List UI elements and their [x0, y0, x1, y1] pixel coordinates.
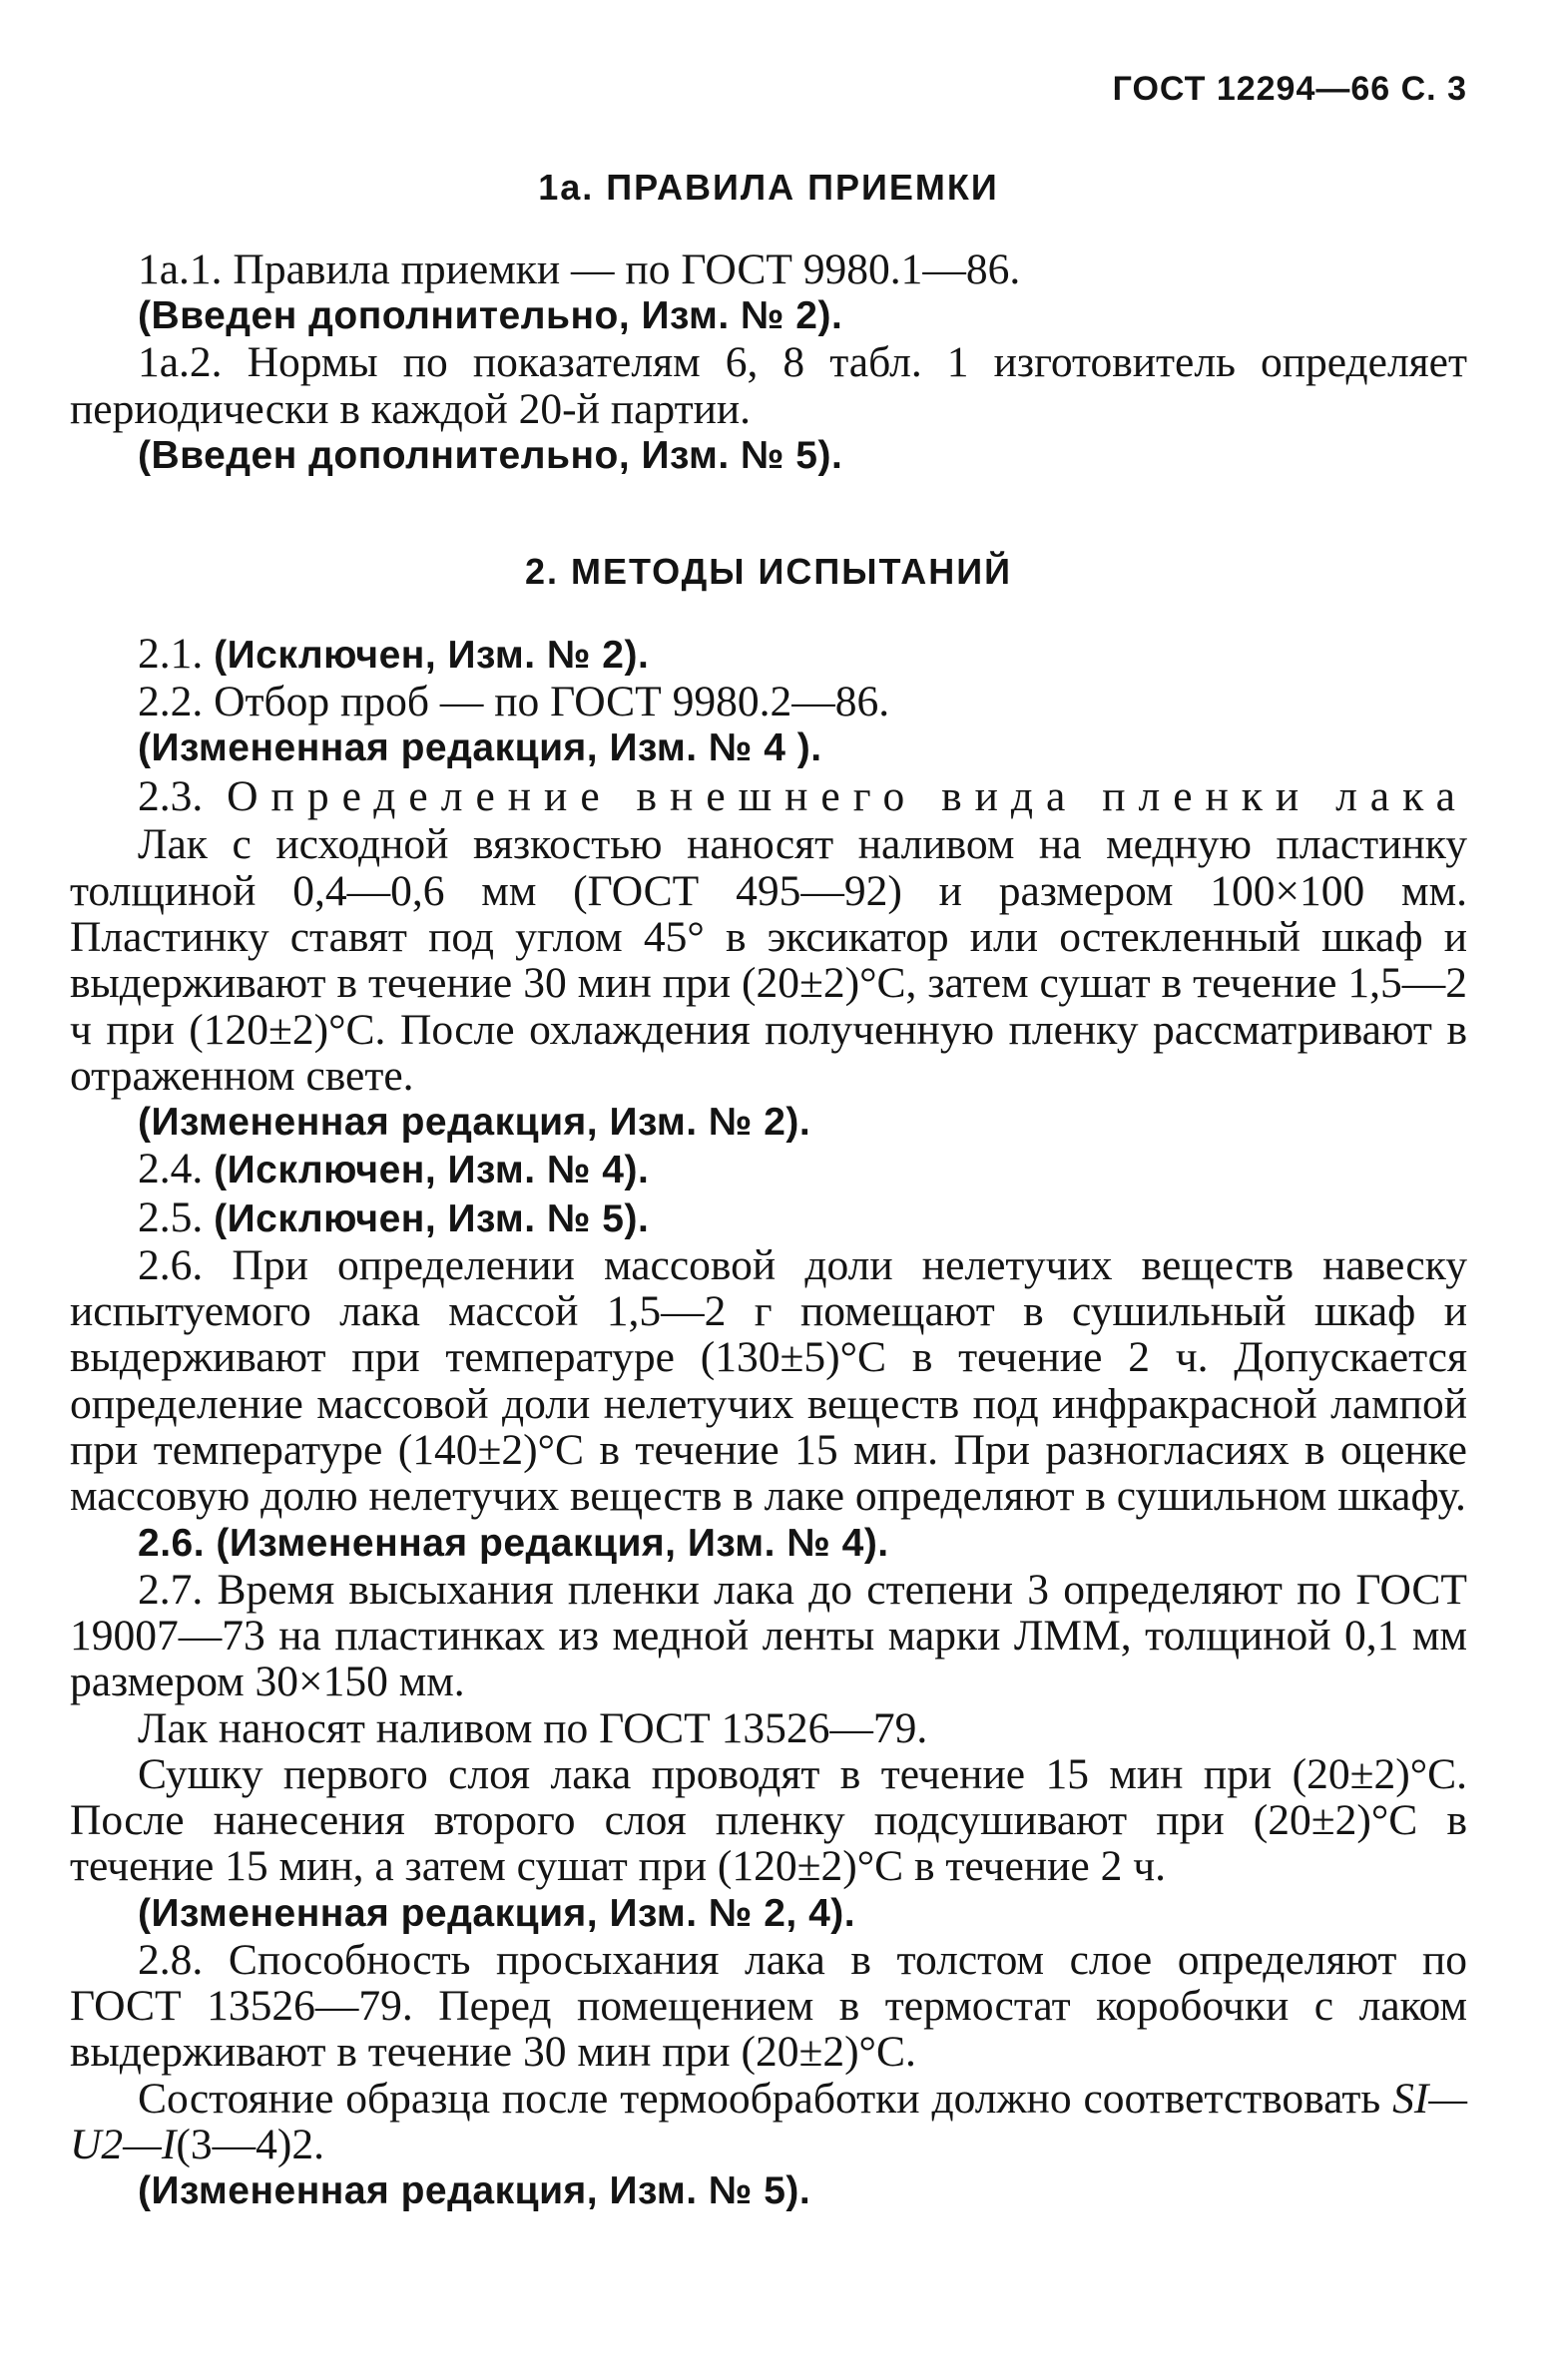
clause-2-7-drying: Сушку первого слоя лака проводят в течение 15 мин при (20±2)°С. После нанесения второго слоя пленку подсушивают при (20±2)°С в течение 15 мин, а затем сушат при (120±2)°С в течение 2 ч. — [70, 1749, 1467, 1891]
clause-1a-2: 1а.2. Нормы по показателям 6, 8 табл. 1 изготовитель определяет периодически в каждой 20-й партии. — [70, 338, 1467, 433]
clause-2-5 — [70, 1194, 1467, 1242]
clause-2-2: 2.2. Отбор проб — по ГОСТ 9980.2—86. — [138, 678, 890, 726]
amendment-note: (Измененная редакция, Изм. № 4 ). — [138, 726, 822, 770]
amendment-note: (Введен дополнительно, Изм. № 5). — [138, 433, 843, 477]
amendment-note: (Измененная редакция, Изм. № 5). — [138, 2169, 811, 2213]
section-title-test-methods: 2. МЕТОДЫ ИСПЫТАНИЙ — [525, 550, 1012, 592]
condition-formula: SI—U2—I — [70, 2074, 1467, 2168]
section-title-acceptance: 1а. ПРАВИЛА ПРИЕМКИ — [538, 167, 999, 208]
page-header: ГОСТ 12294—66 С. 3 — [1112, 70, 1467, 108]
amendment-note: (Введен дополнительно, Изм. № 2). — [138, 294, 843, 338]
clause-2-3-heading — [70, 771, 1467, 821]
clause-2-7: 2.7. Время высыхания пленки лака до степени 3 определяют по ГОСТ 19007—73 на пластинках из медной ленты марки ЛММ, толщиной 0,1 мм размером 30×150 мм. — [70, 1565, 1467, 1706]
clause-2-1 — [70, 631, 1467, 679]
document-page — [70, 70, 1467, 2214]
condition-text: Состояние образца после термообработки должно соответствовать — [138, 2074, 1393, 2123]
clause-heading: Определение внешнего вида пленки лака — [227, 772, 1468, 821]
clause-2-7-application: Лак наносят наливом по ГОСТ 13526—79. — [138, 1703, 928, 1752]
amendment-note: (Исключен, Изм. № 5). — [214, 1196, 650, 1240]
clause-2-6: 2.6. При определении массовой доли нелетучих веществ навеску испытуемого лака массой 1,5—2 г помещают в сушильный шкаф и выдерживают при температуре (130±5)°С в течение 2 ч. Допускается определение массовой доли нелетучих веществ под инфракрасной лампой при температуре (140±2)°С в течение 15 мин. При разногласиях в оценке массовую долю нелетучих веществ в лаке определяют в сушильном шкафу. — [70, 1240, 1467, 1521]
clause-number: 2.3. — [138, 772, 204, 821]
amendment-note: 2.6. (Измененная редакция, Изм. № 4). — [138, 1521, 889, 1565]
clause-number: 2.1. — [138, 629, 204, 678]
clause-2-8-condition — [70, 2076, 1467, 2168]
clause-2-4 — [70, 1146, 1467, 1193]
clause-2-8: 2.8. Способность просыхания лака в толстом слое определяют по ГОСТ 13526—79. Перед помещением в термостат коробочки с лаком выдерживают в течение 30 мин при (20±2)°С. — [70, 1935, 1467, 2077]
amendment-note: (Исключен, Изм. № 4). — [214, 1149, 650, 1192]
amendment-note: (Измененная редакция, Изм. № 2). — [138, 1101, 811, 1145]
clause-number: 2.4. — [138, 1145, 204, 1193]
amendment-note: (Измененная редакция, Изм. № 2, 4). — [138, 1891, 856, 1935]
clause-2-3-body: Лак с исходной вязкостью наносят наливом на медную пластинку толщиной 0,4—0,6 мм (ГОСТ 495—92) и размером 100×100 мм. Пластинку ставят под углом 45° в эксикатор или остекленный шкаф и выдерживают в течение 30 мин при (20±2)°С, затем сушат в течение 1,5—2 ч при (120±2)°С. После охлаждения полученную пленку рассматривают в отраженном свете. — [70, 820, 1467, 1100]
clause-1a-1: 1а.1. Правила приемки — по ГОСТ 9980.1—86. — [138, 245, 1021, 293]
clause-number: 2.5. — [138, 1192, 204, 1241]
condition-formula-end: (3—4)2. — [176, 2120, 324, 2168]
amendment-note: (Исключен, Изм. № 2). — [214, 633, 650, 677]
